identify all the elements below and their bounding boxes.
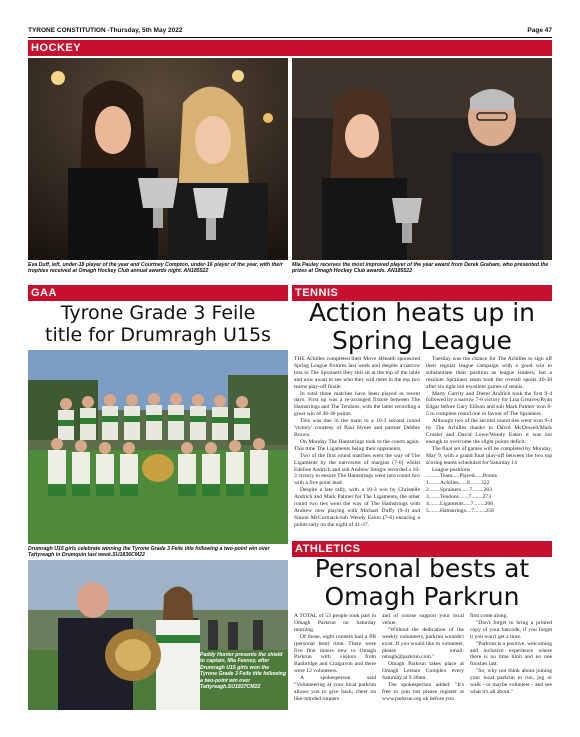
tennis-col2-para: Although two of the second round ties went won 9-4 by The Achilles thanks to David McDowell/Mark Crosier and David Lowe/Wendy Eaton it was not enough to overcome the slight points deficit. [426,418,552,445]
tennis-headline [292,299,552,355]
gaa-team-photo [28,350,288,544]
tennis-col2-para: Marty Garrity and Dieter Andrich took the first 9-4 followed by a narrow 7-6 victory for Lisa Greaves/Ryan Edgar before Gary Ellison and sub Mark Palmer won 8-5 to complete round one in favour of The Sprainers. [426,390,552,418]
athletics-column-2 [382,613,464,703]
athletics-col1-para: Of those, eight runners had a PB (personal best) time. There were five first timers new to Omagh Parkrun with visitors from Banbridge and Craigavon and there were 12 volunteers. [294,633,376,675]
athletics-col3-para: "Don't forget to bring a printed copy of your barcode, if you forget it you won't get a time. [470,619,552,640]
page-header [28,24,552,36]
publication-date: TYRONE CONSTITUTION -Thursday, 5th May 2022 [28,26,183,34]
league-table-row: 2........Sprainers......7........283 [426,487,492,494]
league-positions-title: League positions [432,466,471,473]
hockey-caption-right: Mia Pauley receives the most improved player of the year award from Derek Graham, who presented the prizes at Omagh Hockey Club awards. AN185522 [292,262,549,275]
league-table-row: 5........Hamstrings....7........258 [426,507,494,514]
tennis-col1-para: Two of the first round matches went the way of The Ligaments by the narrowest of margins (7-6) whilst Edeline Andrich and sub Andrew Sturgis recorded a 10-3 victory to ensure The Hamstrings went into round two with a five point lead. [294,452,420,487]
athletics-col2-para: Omagh Parkrun takes place at Omagh Leisure Complex every Saturday at 9.30am. [382,661,464,682]
athletics-col3-para: "Parkrun is a positive, welcoming and inclusive experience where there is no time limit and no one finishes last. [470,640,552,668]
athletics-headline-line-1: Personal bests at [314,554,530,583]
gaa-headline-line-1: Tyrone Grade 3 Feile [60,302,256,324]
tennis-headline-line-1: Action heats up in [308,298,535,327]
tennis-headline-line-2: Spring League [332,326,512,355]
tennis-col1-para: In total three matches have been played in recent days. First up was a re-arranged fixture between The Hamstrings and The Tendons, with the latter recording a great win of 46-30 points. [294,390,421,418]
tennis-col1-para: THE Achilles completed their Move 4Health sponsored Spring League fixtures last week and despite a narrow loss to The Sprainers they still sit at the top of the table and now await to see who they will meet in the top two teams play-off finale. [294,356,420,390]
league-table-row: 1........Achilles......8........322 [426,480,490,487]
section-tennis-label: TENNIS [295,287,339,299]
athletics-column-3 [470,613,552,696]
gaa-shield-caption: Paddy Hunter presents the shield to captain, Mia Feeney, after Drumragh U15 girls won the Tyrone Grade 3 Feile title following a two-point win over Tattyreagh.SU1837CM22 [200,652,286,691]
league-table-row: 4........Ligaments.....7........268 [426,501,493,508]
header-rule [28,37,552,38]
league-table-row: 3........Tendons ......7........273 [426,494,492,501]
gaa-caption: Drumragh U15 girls celebrate winning the Tyrone Grade 3 Feile title following a two-point win over Tattyreagh in Drumquin last week.SU1836CM22 [28,546,270,559]
athletics-col2-para: and of course support your local venue. [382,613,464,626]
section-gaa-label: GAA [31,287,57,299]
athletics-col3-para: first come along. [470,613,508,619]
athletics-col2-para: The spokesperson added: "It's free to join but please register at www.parkrun.org.uk before you [382,682,464,702]
page-number: Page 47 [527,26,552,34]
league-table-header: ..........Team.....Played......Points [426,473,497,480]
hockey-photo-trophies [28,58,288,260]
tennis-col2-para: The final set of games will be completed by Monday, May 9, with a grand final play-off between the two top scoring teams scheduled for Saturday 14 [426,445,552,466]
athletics-headline [292,555,552,611]
gaa-headline [28,302,288,346]
athletics-column-1 [294,613,376,703]
section-athletics-label: ATHLETICS [295,543,361,555]
tennis-col1-para: This was due in the main to a 10-3 second round 'victory' courtesy of Paul Hynes and partner Debbie Brown. [294,418,420,438]
athletics-col1-para: A spokesperson said "Volunteering at your local parkrun allows you to give back, cheer on like-minded runners [294,675,376,702]
athletics-col1-para: A TOTAL of 53 people took part in Omagh Parkrun on Saturday morning. [294,613,376,633]
athletics-col3-para: "So, why not think about joining your local parkrun to run, jog or walk - or maybe volunteer - and see what it's all about." [470,668,552,695]
tennis-col1-para: On Monday The Hamstrings took to the courts again. This time The Ligaments being their opponents. [294,438,420,452]
section-hockey [28,40,552,56]
tennis-column-1 [294,356,420,529]
tennis-column-2 [426,356,552,515]
section-gaa [28,285,288,301]
tennis-col1-para: Despite a late rally, with a 10-3 win by Christelle Andrich and Mark Palmer for The Ligaments, the other round two ties went the way of The Hamstrings with Andrew now playing with Michael Duffy (9-4) and Simon McCormack/sub Wendy Eaton (7-6) ensuring a points tally on the night of 41-37. [294,487,420,528]
athletics-headline-line-2: Omagh Parkrun [324,582,520,611]
athletics-col2-para: "Without the dedication of the weekly volunteers, parkrun wouldn't exist. If you would like to volunteer, please email: omagh@parkrun.com." [382,626,464,661]
hockey-photo-award [292,58,552,260]
gaa-headline-line-2: title for Drumragh U15s [45,324,271,346]
section-hockey-label: HOCKEY [31,42,82,54]
tennis-col2-para: Tuesday was the chance for The Achilles to sign off their regular league campaign with a good win to substantiate their position as league leaders, but a resolute Sprainers team took the overall spoils 40-38 after six tight but excellent games of tennis. [426,356,552,390]
hockey-caption-left: Eva Duff, left, under-18 player of the year and Courtney Compton, under-16 player of the year, with their trophies received at Omagh Hockey Club annual awards night. AN185522 [28,262,283,275]
